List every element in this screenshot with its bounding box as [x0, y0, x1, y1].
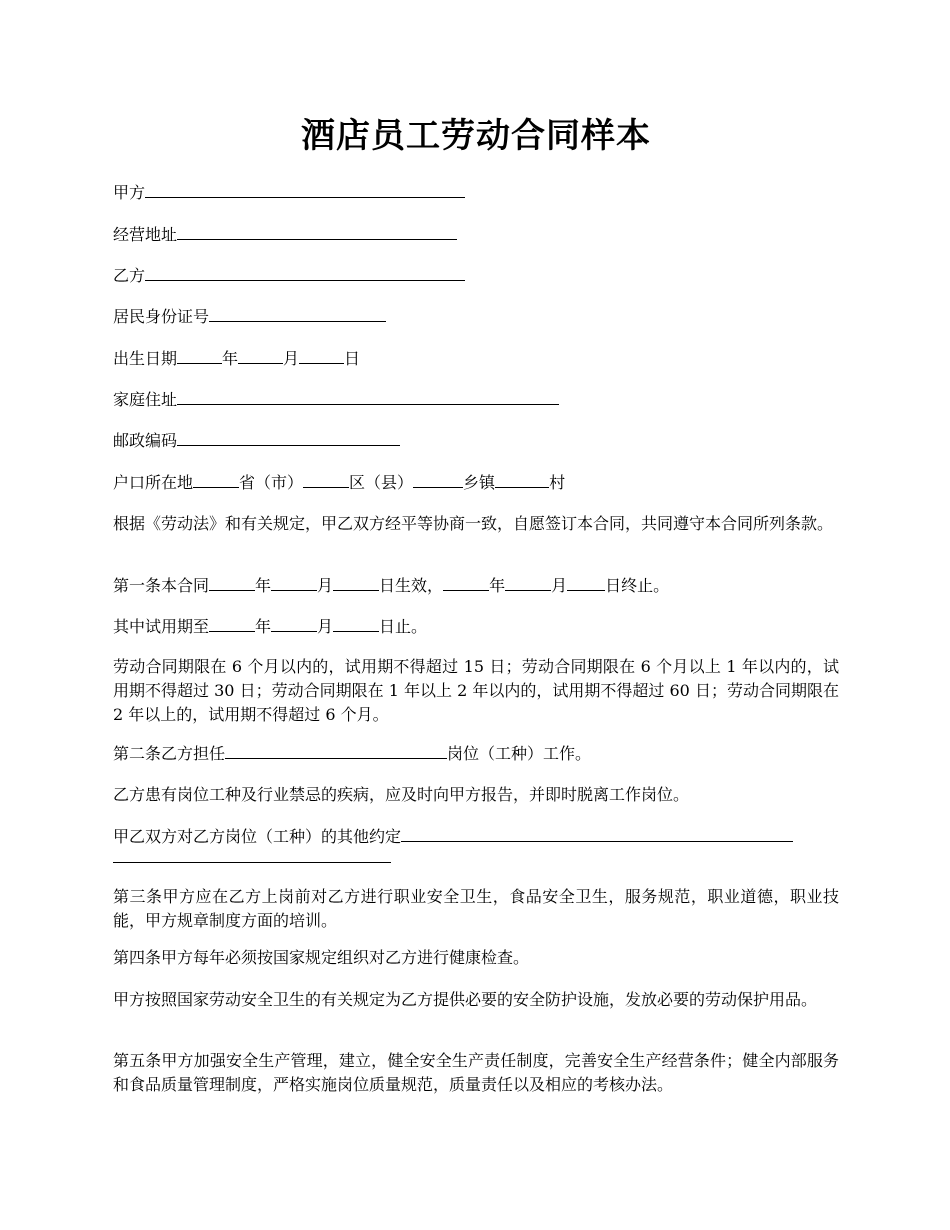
- town-blank[interactable]: [413, 470, 463, 488]
- trial-year-unit: 年: [255, 617, 272, 636]
- start-month-blank[interactable]: [271, 573, 317, 591]
- district-unit: 区（县）: [349, 473, 414, 492]
- article-1-label: 第一条本合同: [113, 576, 210, 595]
- party-a-blank[interactable]: [145, 180, 465, 198]
- protection-paragraph: 甲方按照国家劳动安全卫生的有关规定为乙方提供必要的安全防护设施，发放必要的劳动保护用品。: [113, 990, 818, 1009]
- province-blank[interactable]: [193, 470, 239, 488]
- other-agreement-blank-continued[interactable]: [113, 862, 391, 863]
- trial-day-blank[interactable]: [333, 614, 379, 632]
- hukou-line: [113, 470, 565, 495]
- other-agreement-label: 甲乙双方对乙方岗位（工种）的其他约定: [113, 827, 402, 846]
- party-b-line: [113, 263, 465, 288]
- start-year-unit: 年: [255, 576, 272, 595]
- birth-line: [113, 346, 360, 371]
- village-blank[interactable]: [495, 470, 549, 488]
- birth-day-blank[interactable]: [299, 346, 344, 364]
- end-month-unit: 月: [551, 576, 568, 595]
- disease-paragraph: 乙方患有岗位工种及行业禁忌的疾病，应及时向甲方报告，并即时脱离工作岗位。: [113, 785, 690, 804]
- party-a-line: [113, 180, 465, 205]
- village-unit: 村: [549, 473, 566, 492]
- home-blank[interactable]: [177, 387, 559, 405]
- district-blank[interactable]: [303, 470, 349, 488]
- end-day-blank[interactable]: [567, 573, 605, 591]
- trial-month-blank[interactable]: [271, 614, 317, 632]
- birth-month-unit: 月: [283, 349, 300, 368]
- id-label: 居民身份证号: [113, 307, 210, 326]
- province-unit: 省（市）: [239, 473, 304, 492]
- birth-month-blank[interactable]: [238, 346, 283, 364]
- birth-year-blank[interactable]: [177, 346, 222, 364]
- home-label: 家庭住址: [113, 390, 178, 409]
- article-4-paragraph: 第四条甲方每年必须按国家规定组织对乙方进行健康检查。: [113, 948, 530, 967]
- birth-year-unit: 年: [222, 349, 239, 368]
- town-unit: 乡镇: [463, 473, 496, 492]
- party-b-label: 乙方: [113, 266, 146, 285]
- trial-year-blank[interactable]: [209, 614, 255, 632]
- article-2-suffix: 岗位（工种）工作。: [447, 744, 592, 763]
- party-b-blank[interactable]: [145, 263, 465, 281]
- trial-line: [113, 614, 427, 639]
- hukou-label: 户口所在地: [113, 473, 194, 492]
- end-year-unit: 年: [489, 576, 506, 595]
- end-year-blank[interactable]: [443, 573, 489, 591]
- trial-rules-paragraph: 劳动合同期限在 6 个月以内的，试用期不得超过 15 日；劳动合同期限在 6 个月以上 1 年以内的，试用期不得超过 30 日；劳动合同期限在 1 年以上 2 年以内的，试用期不得超过 60 日；劳动合同期限在 2 年以上的，试用期不得超过 6 个月。: [113, 657, 839, 724]
- article-1-line: [113, 573, 669, 598]
- article-3-paragraph: 第三条甲方应在乙方上岗前对乙方进行职业安全卫生，食品安全卫生，服务规范，职业道德，职业技能，甲方规章制度方面的培训。: [113, 887, 839, 930]
- party-a-label: 甲方: [113, 183, 146, 202]
- article-2-label: 第二条乙方担任: [113, 744, 226, 763]
- end-month-blank[interactable]: [505, 573, 551, 591]
- start-day-blank[interactable]: [333, 573, 379, 591]
- start-month-unit: 月: [317, 576, 334, 595]
- address-blank[interactable]: [177, 222, 457, 240]
- trial-end-text: 日止。: [379, 617, 428, 636]
- id-line: [113, 304, 386, 329]
- effective-text: 日生效，: [379, 576, 444, 595]
- id-blank[interactable]: [209, 304, 386, 322]
- postcode-line: [113, 428, 400, 453]
- address-line: [113, 222, 457, 247]
- postcode-blank[interactable]: [177, 428, 400, 446]
- birth-day-unit: 日: [344, 349, 361, 368]
- terminate-text: 日终止。: [605, 576, 670, 595]
- post-blank[interactable]: [225, 741, 447, 759]
- document-title: 酒店员工劳动合同样本: [301, 116, 651, 156]
- address-label: 经营地址: [113, 225, 178, 244]
- other-agreement-blank[interactable]: [401, 824, 793, 842]
- intro-paragraph: 根据《劳动法》和有关规定，甲乙双方经平等协商一致，自愿签订本合同，共同遵守本合同所列条款。: [113, 514, 834, 533]
- article-5-paragraph: 第五条甲方加强安全生产管理，建立，健全安全生产责任制度，完善安全生产经营条件；健全内部服务和食品质量管理制度，严格实施岗位质量规范，质量责任以及相应的考核办法。: [113, 1051, 839, 1094]
- birth-label: 出生日期: [113, 349, 178, 368]
- other-agreement-line: [113, 824, 793, 849]
- postcode-label: 邮政编码: [113, 431, 178, 450]
- article-2-line: [113, 741, 591, 766]
- trial-month-unit: 月: [317, 617, 334, 636]
- home-line: [113, 387, 559, 412]
- start-year-blank[interactable]: [209, 573, 255, 591]
- trial-label: 其中试用期至: [113, 617, 210, 636]
